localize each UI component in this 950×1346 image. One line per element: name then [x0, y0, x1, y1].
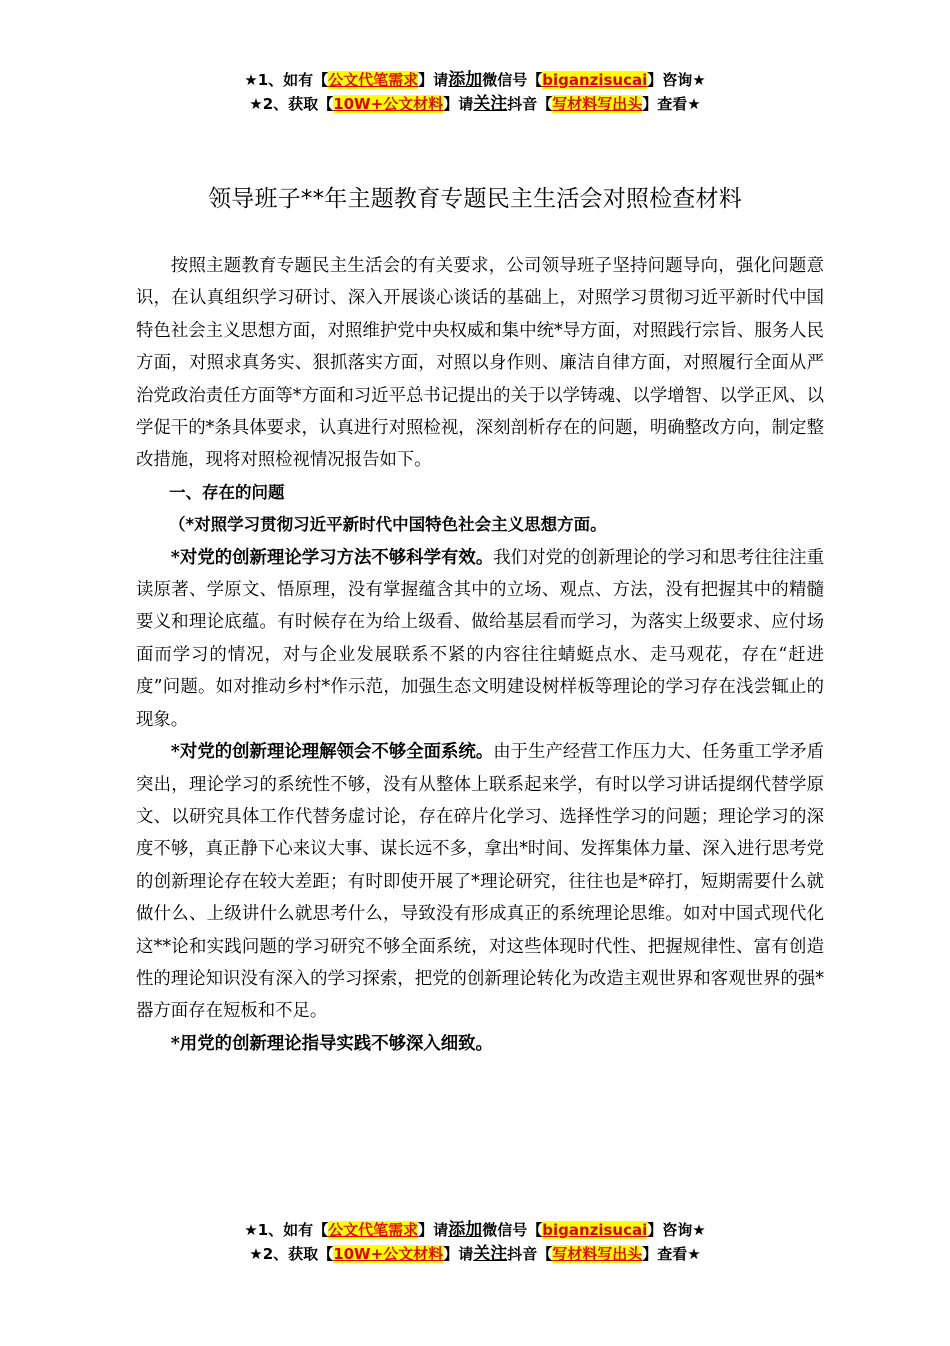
- banner-emphasis: 添加: [448, 70, 483, 90]
- highlight-wechat-id[interactable]: biganzisucai: [542, 71, 648, 89]
- banner-text: 微信号【: [482, 1221, 543, 1239]
- highlight-douyin-account[interactable]: 写材料写出头: [552, 1245, 643, 1263]
- item-lead: *对党的创新理论学习方法不够科学有效。: [170, 547, 494, 568]
- item-lead: *用党的创新理论指导实践不够深入细致。: [170, 1033, 493, 1054]
- bottom-banner: [0, 1218, 950, 1266]
- banner-text: ★1、如有【: [244, 71, 329, 89]
- banner-text: ★2、获取【: [249, 1245, 334, 1263]
- highlight-materials[interactable]: 10W+公文材料: [333, 1245, 444, 1263]
- banner-line-1: [0, 1218, 950, 1242]
- item-paragraph-1: [136, 542, 824, 736]
- highlight-wechat-id[interactable]: biganzisucai: [542, 1221, 648, 1239]
- item-text: 我们对党的创新理论的学习和思考往往注重读原著、学原文、悟原理，没有掌握蕴含其中的立场、观点、方法，没有把握其中的精髓要义和理论底蕴。有时候存在为给上级看、做给基层看而学习，为落实上级要求、应付场面而学习的情况，对与企业发展联系不紧的内容往往蜻蜓点水、走马观花，存在“赶进度”问题。如对推动乡村*作示范，加强生态文明建设树样板等理论的学习存在浅尝辄止的现象。: [136, 547, 824, 730]
- highlight-materials[interactable]: 10W+公文材料: [333, 95, 444, 113]
- highlight-service[interactable]: 公文代笔需求: [328, 1221, 419, 1239]
- item-paragraph-3: [136, 1028, 824, 1060]
- item-paragraph-2: [136, 736, 824, 1028]
- banner-text: 微信号【: [482, 71, 543, 89]
- banner-line-1: [0, 68, 950, 92]
- banner-text: 】查看★: [642, 1245, 701, 1263]
- highlight-douyin-account[interactable]: 写材料写出头: [552, 95, 643, 113]
- subsection-heading: （*对照学习贯彻习近平新时代中国特色社会主义思想方面。: [169, 515, 607, 535]
- banner-text: ★1、如有【: [244, 1221, 329, 1239]
- banner-text: 】咨询★: [647, 1221, 706, 1239]
- item-lead: *对党的创新理论理解领会不够全面系统。: [170, 742, 494, 763]
- banner-text: 抖音【: [507, 95, 553, 113]
- banner-text: 】请: [443, 1245, 474, 1263]
- banner-text: 】请: [418, 1221, 449, 1239]
- banner-line-2: [0, 92, 950, 116]
- section-heading: 一、存在的问题: [169, 482, 285, 502]
- top-banner: [0, 68, 950, 116]
- document-body: [136, 250, 824, 1060]
- banner-text: 】请: [443, 95, 474, 113]
- banner-text: ★2、获取【: [249, 95, 334, 113]
- banner-emphasis: 添加: [448, 1220, 483, 1240]
- banner-emphasis: 关注: [473, 94, 508, 114]
- banner-text: 】查看★: [642, 95, 701, 113]
- banner-emphasis: 关注: [473, 1244, 508, 1264]
- banner-text: 】请: [418, 71, 449, 89]
- banner-text: 】咨询★: [647, 71, 706, 89]
- highlight-service[interactable]: 公文代笔需求: [328, 71, 419, 89]
- item-text: 由于生产经营工作压力大、任务重工学矛盾突出，理论学习的系统性不够，没有从整体上联系起来学，有时以学习讲话提纲代替学原文、以研究具体工作代替务虚讨论，存在碎片化学习、选择性学习的问题；理论学习的深度不够，真正静下心来议大事、谋长远不多，拿出*时间、发挥集体力量、深入进行思考党的创新理论存在较大差距；有时即使开展了*理论研究，往往也是*碎打，短期需要什么就做什么、上级讲什么就思考什么，导致没有形成真正的系统理论思维。如对中国式现代化这**论和实践问题的学习研究不够全面系统，对这些体现时代性、把握规律性、富有创造性的理论知识没有深入的学习探索，把党的创新理论转化为改造主观世界和客观世界的强*器方面存在短板和不足。: [136, 742, 824, 1022]
- banner-line-2: [0, 1242, 950, 1266]
- document-title: 领导班子**年主题教育专题民主生活会对照检查材料: [208, 186, 742, 212]
- banner-text: 抖音【: [507, 1245, 553, 1263]
- intro-paragraph: 按照主题教育专题民主生活会的有关要求，公司领导班子坚持问题导向，强化问题意识，在认真组织学习研讨、深入开展谈心谈话的基础上，对照学习贯彻习近平新时代中国特色社会主义思想方面，对照维护党中央权威和集中统*导方面，对照践行宗旨、服务人民方面，对照求真务实、狠抓落实方面，对照以身作则、廉洁自律方面，对照履行全面从严治党政治责任方面等*方面和习近平总书记提出的关于以学铸魂、以学增智、以学正风、以学促干的*条具体要求，认真进行对照检视，深刻剖析存在的问题，明确整改方向，制定整改措施，现将对照检视情况报告如下。: [136, 256, 824, 471]
